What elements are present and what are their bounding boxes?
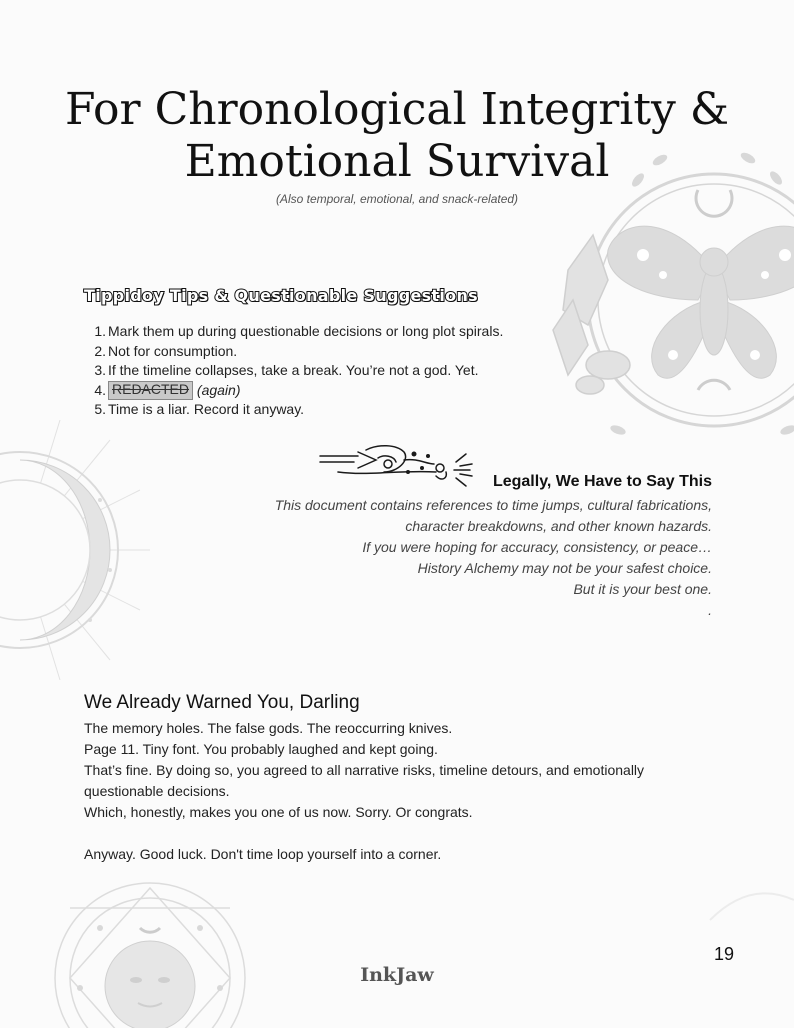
legal-line: This document contains references to time jumps, cultural fabrications,: [274, 497, 712, 513]
page-number: 19: [714, 944, 735, 964]
redacted-badge: REDACTED: [108, 381, 193, 401]
list-item: [84, 381, 503, 401]
title-line-1: For Chronological Integrity &: [64, 84, 730, 135]
warning-line: That’s fine. By doing so, you agreed to all narrative risks, timeline detours, and emotionally questionable decisions.: [84, 762, 645, 799]
legal-line: History Alchemy may not be your safest choice.: [417, 560, 712, 576]
list-text: (again): [196, 381, 241, 398]
warning-body: [84, 718, 714, 865]
warning-line: Page 11. Tiny font. You probably laughed and kept going.: [84, 741, 438, 757]
tips-heading: Tippidoy Tips & Questionable Suggestions: [84, 286, 478, 305]
tips-list: [84, 322, 503, 420]
title-line-2: Emotional Survival: [184, 136, 610, 187]
moon-sunburst-illustration: [0, 420, 150, 680]
page-title: [0, 84, 794, 188]
brand-logo: InkJaw: [360, 964, 434, 986]
list-number: 1.: [94, 323, 106, 339]
list-text: If the timeline collapses, take a break. You’re not a god. Yet.: [108, 362, 479, 378]
magic-wand-illustration: [318, 442, 474, 496]
warning-heading: We Already Warned You, Darling: [84, 692, 360, 713]
sun-face-illustration: [40, 868, 260, 1028]
list-text: Not for consumption.: [108, 342, 238, 359]
warning-line: The memory holes. The false gods. The reoccurring knives.: [84, 720, 453, 736]
list-item: [84, 322, 503, 342]
legal-line: character breakdowns, and other known hazards.: [405, 518, 712, 534]
legal-line: If you were hoping for accuracy, consistency, or peace…: [362, 539, 712, 555]
legal-line: But it is your best one.: [573, 581, 712, 597]
list-number: 2.: [94, 342, 106, 359]
list-number: 5.: [94, 401, 106, 417]
list-item: [84, 400, 503, 420]
legal-heading: Legally, We Have to Say This: [492, 473, 712, 490]
legal-line: .: [708, 602, 712, 618]
legal-disclaimer: [192, 495, 712, 621]
list-text: Mark them up during questionable decisions or long plot spirals.: [108, 323, 504, 339]
list-number: 3.: [94, 362, 106, 378]
list-item: [84, 342, 503, 362]
list-number: 4.: [94, 381, 106, 398]
list-text: Time is a liar. Record it anyway.: [108, 401, 305, 417]
page-subtitle: (Also temporal, emotional, and snack-related): [275, 192, 519, 206]
list-item: [84, 361, 503, 381]
warning-line: Which, honestly, makes you one of us now. Sorry. Or congrats.: [84, 804, 473, 820]
warning-closing: Anyway. Good luck. Don't time loop yourself into a corner.: [84, 846, 442, 862]
faint-ornament: [700, 870, 794, 930]
